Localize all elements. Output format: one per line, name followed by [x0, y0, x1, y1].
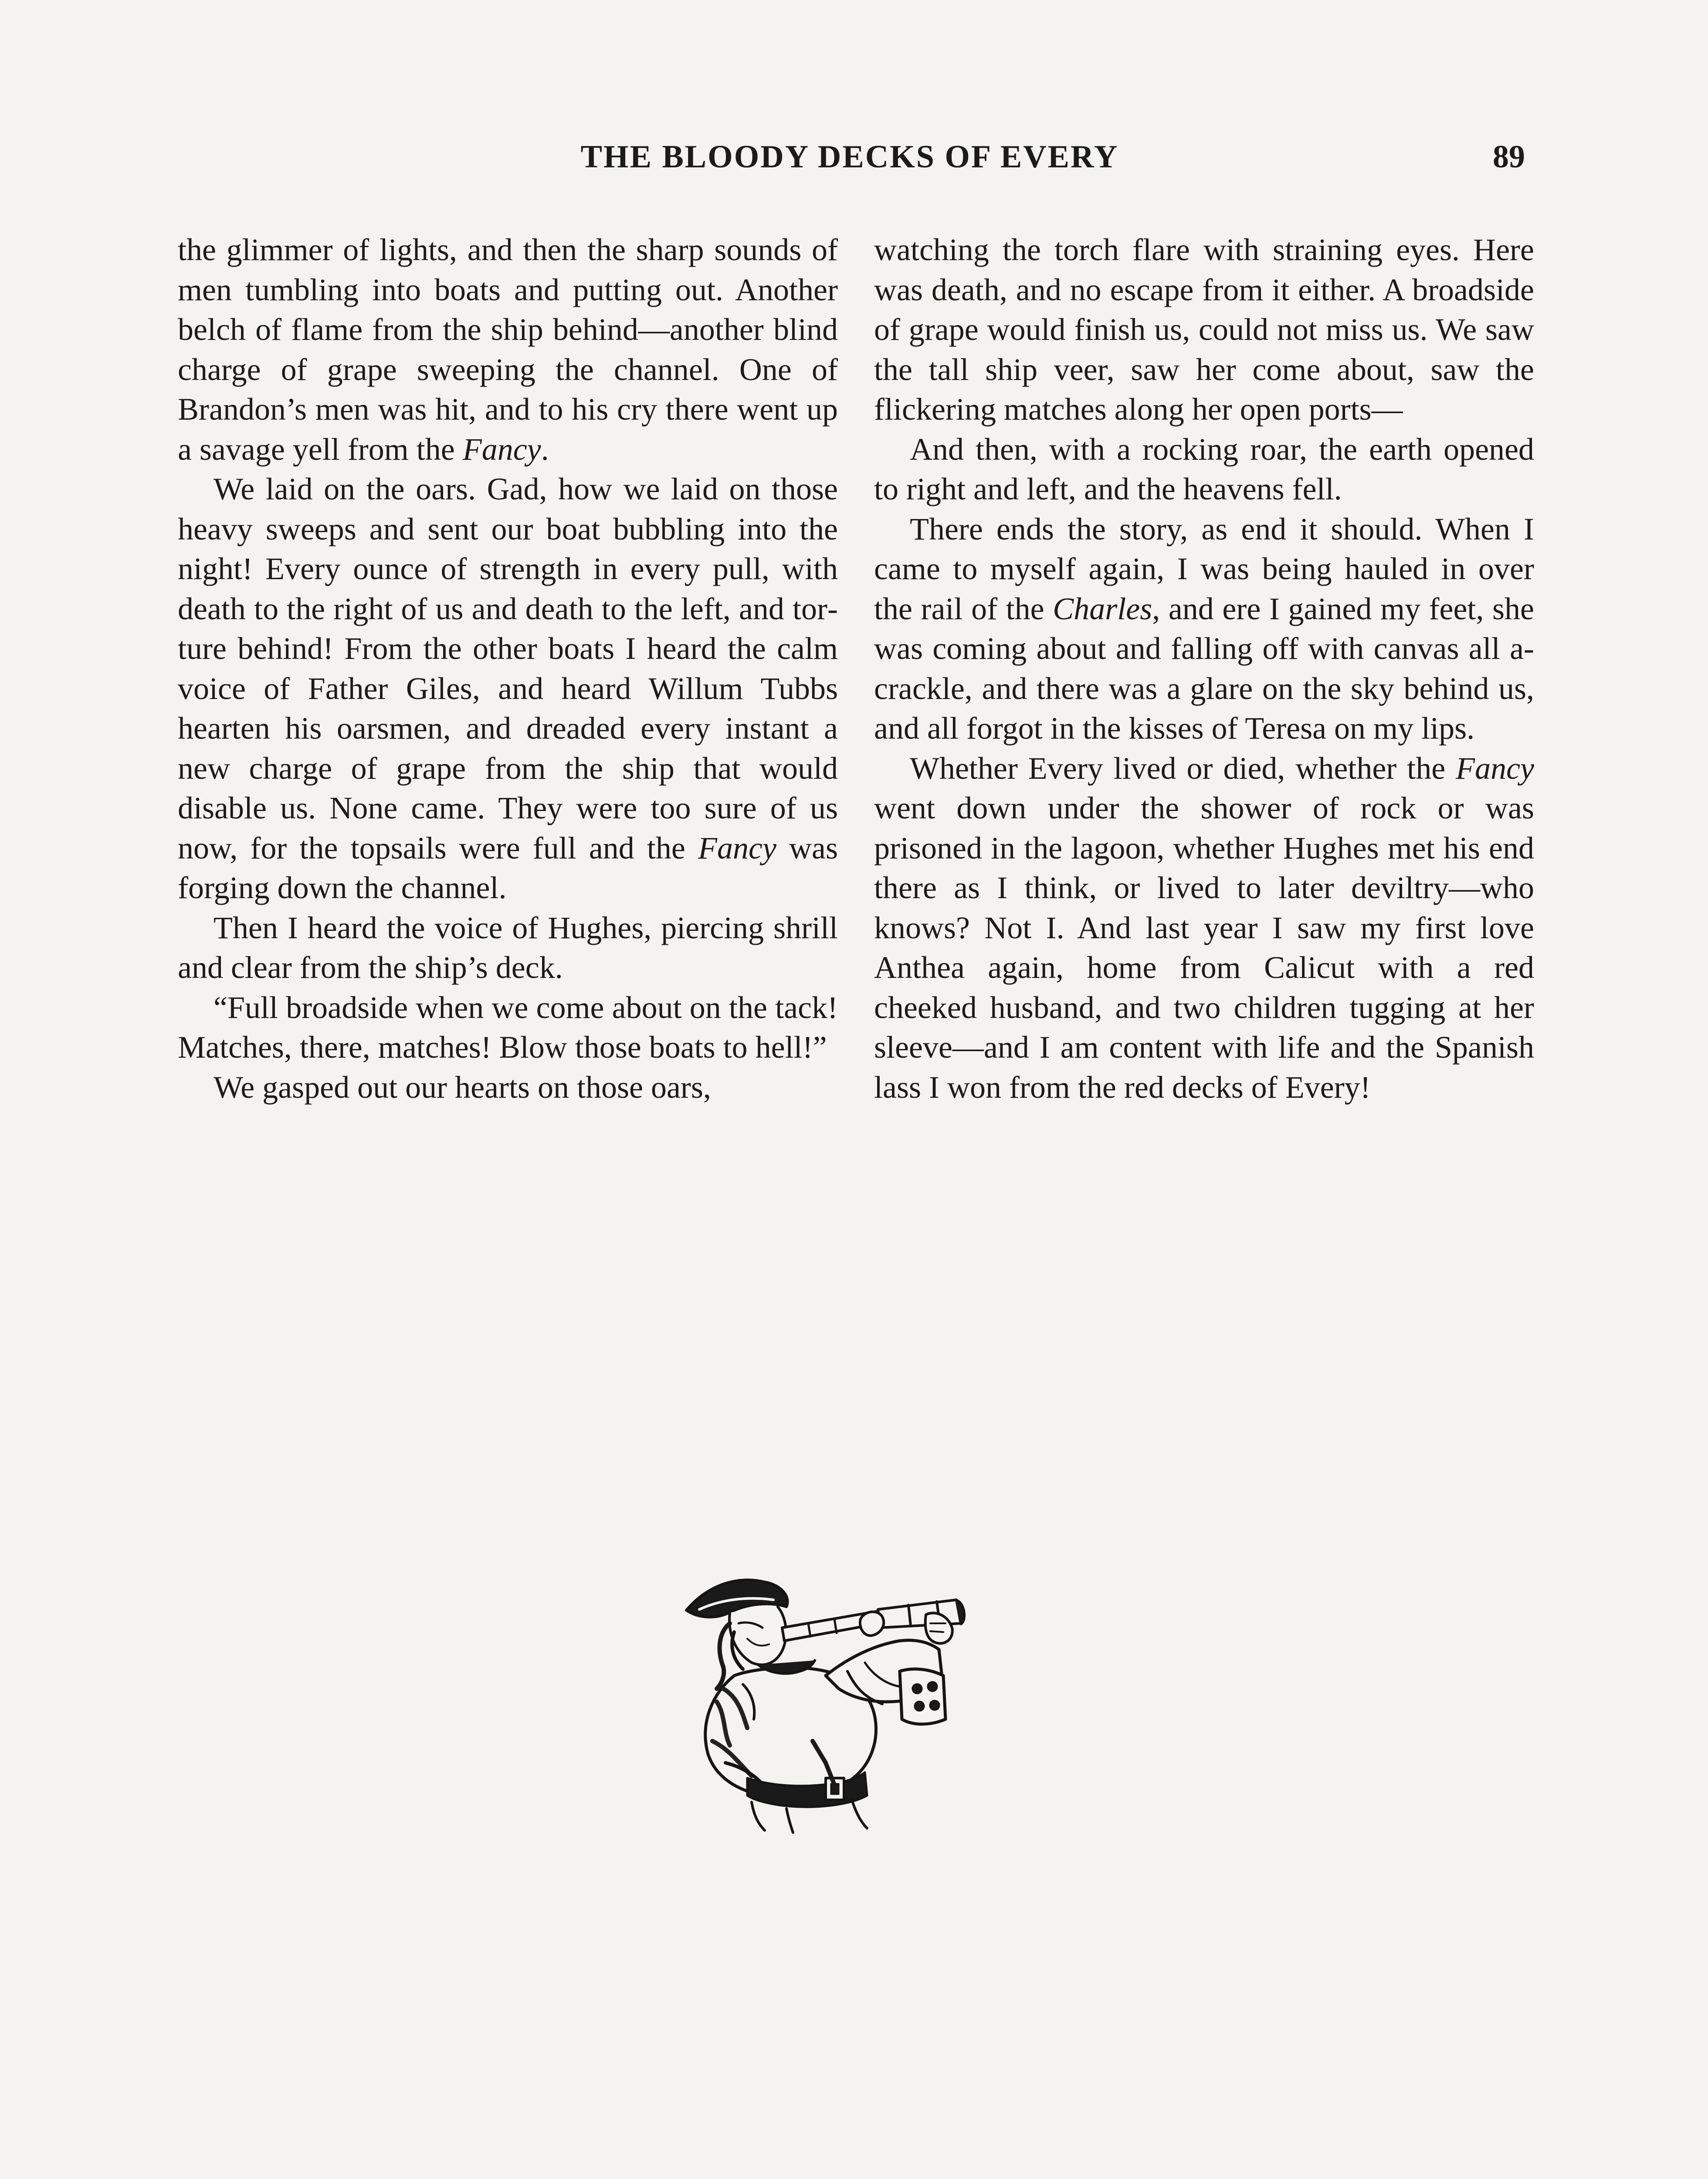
- paragraph: watching the torch flare with straining eyes. Here was death, and no escape from it either. A broadside of grape would finish us, could not miss us. We saw the tall ship veer, saw her come about, saw the flickering matches along her open ports—: [874, 232, 1534, 427]
- paragraph: “Full broadside when we come about on the tack! Matches, there, matches! Blow those boats to hell!”: [178, 990, 838, 1065]
- paragraph: And then, with a rocking roar, the earth opened to right and left, and the heavens fell.: [874, 431, 1534, 506]
- running-head: [174, 139, 1525, 187]
- paragraph: We laid on the oars. Gad, how we laid on those heavy sweeps and sent our boat bubbling into the night! Every ounce of strength in every pull, with death to the right of us and death to the left, and torture behind! From the other boats I heard the calm voice of Father Giles, and heard Willum Tubbs hearten his oarsmen, and dreaded every instant a new charge of grape from the ship that would disable us. None came. They were too sure of us now, for the topsails were full and the Fancy was forging down the channel.: [178, 472, 838, 905]
- running-title: THE BLOODY DECKS OF EVERY: [580, 139, 1119, 175]
- left-column: [178, 230, 838, 1107]
- page-number: 89: [1493, 139, 1525, 175]
- pirate-spyglass-icon: [682, 1558, 987, 1837]
- paragraph: There ends the story, as end it should. When I came to myself again, I was being hauled in over the rail of the Charles, and ere I gained my feet, she was coming about and falling off with canvas all a-crackle, and there was a glare on the sky behind us, and all forgot in the kisses of Teresa on my lips.: [874, 511, 1535, 746]
- paragraph: We gasped out our hearts on those oars,: [214, 1069, 711, 1105]
- paragraph: the glimmer of lights, and then the sharp sounds of men tumbling into boats and putting out. Another belch of flame from the ship behind—another blind charge of grape sweeping the channel. One of Brandon’s men was hit, and to his cry there went up a savage yell from the Fancy.: [178, 232, 838, 467]
- paragraph: Then I heard the voice of Hughes, piercing shrill and clear from the ship’s deck.: [178, 910, 838, 985]
- pirate-spyglass-illustration: [682, 1558, 987, 1837]
- right-column: [874, 230, 1534, 1107]
- paragraph: Whether Every lived or died, whether the Fancy went down under the shower of rock or was prisoned in the lagoon, whether Hughes met his end there as I think, or lived to later deviltry—who knows? Not I. And last year I saw my first love Anthea again, home from Calicut with a red cheeked husband, and two children tugging at her sleeve—and I am content with life and the Spanish lass I won from the red decks of Every!: [874, 750, 1534, 1105]
